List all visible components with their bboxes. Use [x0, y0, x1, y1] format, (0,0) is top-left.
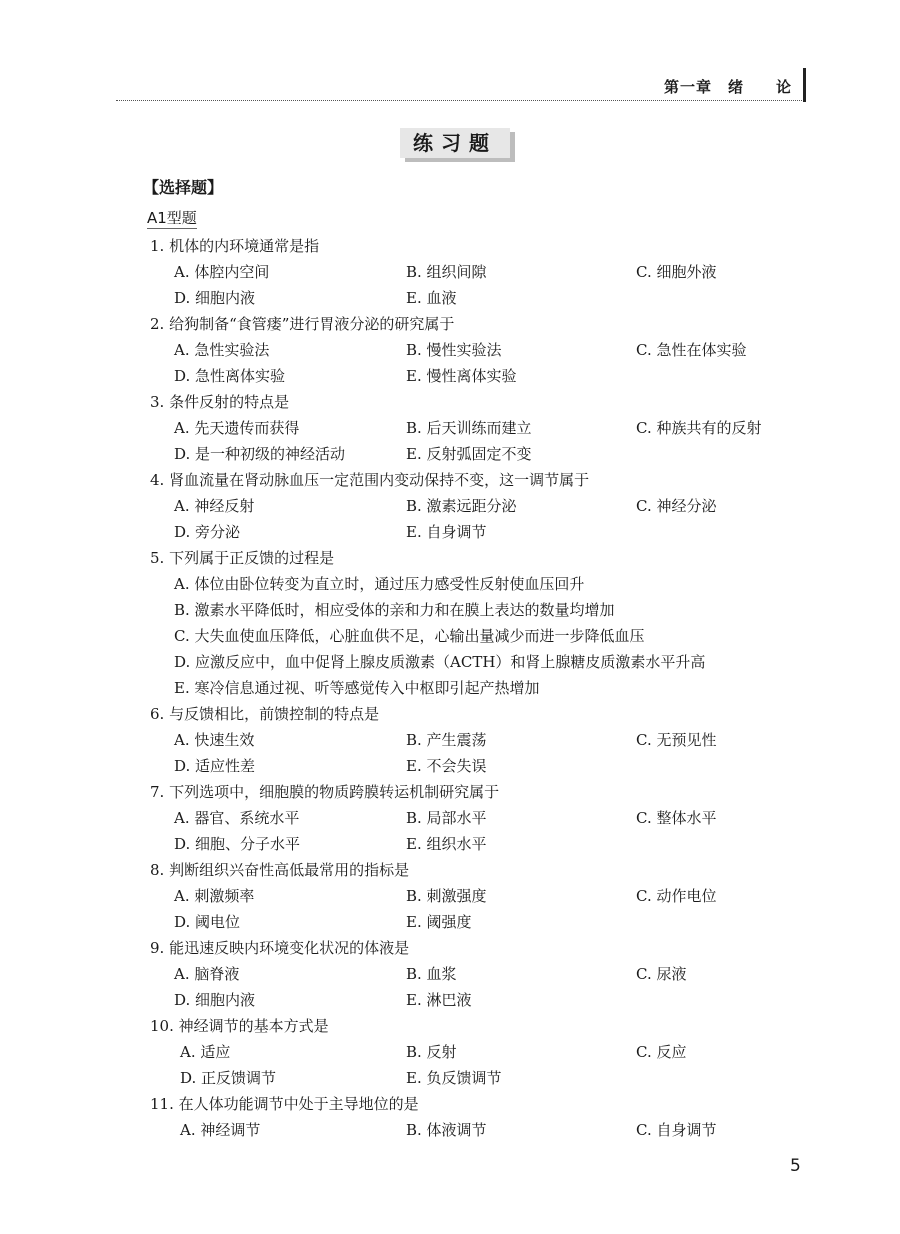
option: A. 刺激频率: [174, 887, 255, 905]
option: E. 自身调节: [406, 523, 487, 541]
option: A. 器官、系统水平: [174, 809, 300, 827]
option-row: [150, 1117, 810, 1143]
option: E. 阈强度: [406, 913, 472, 931]
option: B. 体液调节: [406, 1121, 487, 1139]
option-row: [150, 909, 810, 935]
option: E. 不会失误: [406, 757, 487, 775]
option: C. 神经分泌: [636, 497, 717, 515]
option: D. 应激反应中，血中促肾上腺皮质激素（ACTH）和肾上腺糖皮质激素水平升高: [174, 653, 706, 671]
question-stem: 3. 条件反射的特点是: [150, 393, 290, 411]
option-row: [150, 727, 810, 753]
option-row: [150, 597, 810, 623]
option: D. 阈电位: [174, 913, 241, 931]
option-row: [150, 571, 810, 597]
option: E. 慢性离体实验: [406, 367, 517, 385]
question-item: [150, 1013, 810, 1091]
option: D. 旁分泌: [174, 523, 241, 541]
option: A. 快速生效: [174, 731, 255, 749]
option: A. 体腔内空间: [174, 263, 270, 281]
option-row: [150, 1039, 810, 1065]
option: E. 反射弧固定不变: [406, 445, 532, 463]
option: A. 先天遗传而获得: [174, 419, 300, 437]
option-row: [150, 415, 810, 441]
option-row: [150, 519, 810, 545]
option: B. 局部水平: [406, 809, 487, 827]
option-row: [150, 259, 810, 285]
option: C. 无预见性: [636, 731, 717, 749]
chapter-title: 第一章 绪 论: [663, 78, 792, 96]
question-item: [150, 935, 810, 1013]
question-item: [150, 233, 810, 311]
option: A. 急性实验法: [174, 341, 270, 359]
option: D. 细胞、分子水平: [174, 835, 301, 853]
option: B. 激素远距分泌: [406, 497, 517, 515]
page-title: 练习题: [400, 128, 510, 158]
question-type-label: A1型题: [147, 209, 197, 227]
option-row: [150, 753, 810, 779]
option-row: [150, 623, 810, 649]
option: D. 适应性差: [174, 757, 256, 775]
question-item: [150, 1091, 810, 1143]
option: A. 神经反射: [174, 497, 255, 515]
question-item: [150, 701, 810, 779]
option-row: [150, 805, 810, 831]
option: B. 组织间隙: [406, 263, 487, 281]
option: C. 大失血使血压降低，心脏血供不足，心输出量减少而进一步降低血压: [174, 627, 645, 645]
running-header: [116, 70, 806, 101]
option: C. 尿液: [636, 965, 687, 983]
question-stem: 2. 给狗制备“食管瘘”进行胃液分泌的研究属于: [150, 315, 455, 333]
question-item: [150, 311, 810, 389]
option-row: [150, 1065, 810, 1091]
section-heading: 【选择题】: [143, 178, 224, 197]
option: C. 种族共有的反射: [636, 419, 762, 437]
question-item: [150, 779, 810, 857]
option: C. 整体水平: [636, 809, 717, 827]
question-stem: 1. 机体的内环境通常是指: [150, 237, 320, 255]
option: A. 神经调节: [180, 1121, 261, 1139]
question-item: [150, 467, 810, 545]
option: D. 细胞内液: [174, 991, 256, 1009]
option-row: [150, 961, 810, 987]
option: E. 寒冷信息通过视、听等感觉传入中枢即引起产热增加: [174, 679, 540, 697]
option-row: [150, 337, 810, 363]
question-stem: 7. 下列选项中，细胞膜的物质跨膜转运机制研究属于: [150, 783, 500, 801]
question-item: [150, 545, 810, 701]
option-row: [150, 883, 810, 909]
option: B. 反射: [406, 1043, 457, 1061]
option: C. 自身调节: [636, 1121, 717, 1139]
option-row: [150, 493, 810, 519]
option: A. 体位由卧位转变为直立时，通过压力感受性反射使血压回升: [174, 575, 585, 593]
option: C. 细胞外液: [636, 263, 717, 281]
option: B. 后天训练而建立: [406, 419, 532, 437]
option: D. 细胞内液: [174, 289, 256, 307]
page-number: 5: [790, 1156, 801, 1176]
option: B. 激素水平降低时，相应受体的亲和力和在膜上表达的数量均增加: [174, 601, 615, 619]
question-list: [150, 233, 810, 1143]
question-item: [150, 857, 810, 935]
option: B. 血浆: [406, 965, 457, 983]
question-item: [150, 389, 810, 467]
option: A. 脑脊液: [174, 965, 240, 983]
header-divider-bar: [803, 68, 806, 102]
option: E. 淋巴液: [406, 991, 472, 1009]
option-row: [150, 987, 810, 1013]
option-row: [150, 831, 810, 857]
option: B. 刺激强度: [406, 887, 487, 905]
option: B. 产生震荡: [406, 731, 487, 749]
question-stem: 4. 肾血流量在肾动脉血压一定范围内变动保持不变，这一调节属于: [150, 471, 590, 489]
option-row: [150, 285, 810, 311]
option: D. 是一种初级的神经活动: [174, 445, 346, 463]
option: E. 血液: [406, 289, 457, 307]
question-stem: 9. 能迅速反映内环境变化状况的体液是: [150, 939, 410, 957]
option: E. 组织水平: [406, 835, 487, 853]
question-stem: 8. 判断组织兴奋性高低最常用的指标是: [150, 861, 410, 879]
question-stem: 5. 下列属于正反馈的过程是: [150, 549, 335, 567]
option-row: [150, 675, 810, 701]
option-row: [150, 441, 810, 467]
option: D. 急性离体实验: [174, 367, 286, 385]
option: C. 反应: [636, 1043, 687, 1061]
option-row: [150, 649, 810, 675]
option: C. 动作电位: [636, 887, 717, 905]
option: A. 适应: [180, 1043, 231, 1061]
question-stem: 6. 与反馈相比，前馈控制的特点是: [150, 705, 380, 723]
option: D. 正反馈调节: [180, 1069, 277, 1087]
option-row: [150, 363, 810, 389]
option: B. 慢性实验法: [406, 341, 502, 359]
question-stem: 10. 神经调节的基本方式是: [150, 1017, 329, 1035]
option: E. 负反馈调节: [406, 1069, 502, 1087]
option: C. 急性在体实验: [636, 341, 747, 359]
question-stem: 11. 在人体功能调节中处于主导地位的是: [150, 1095, 419, 1113]
